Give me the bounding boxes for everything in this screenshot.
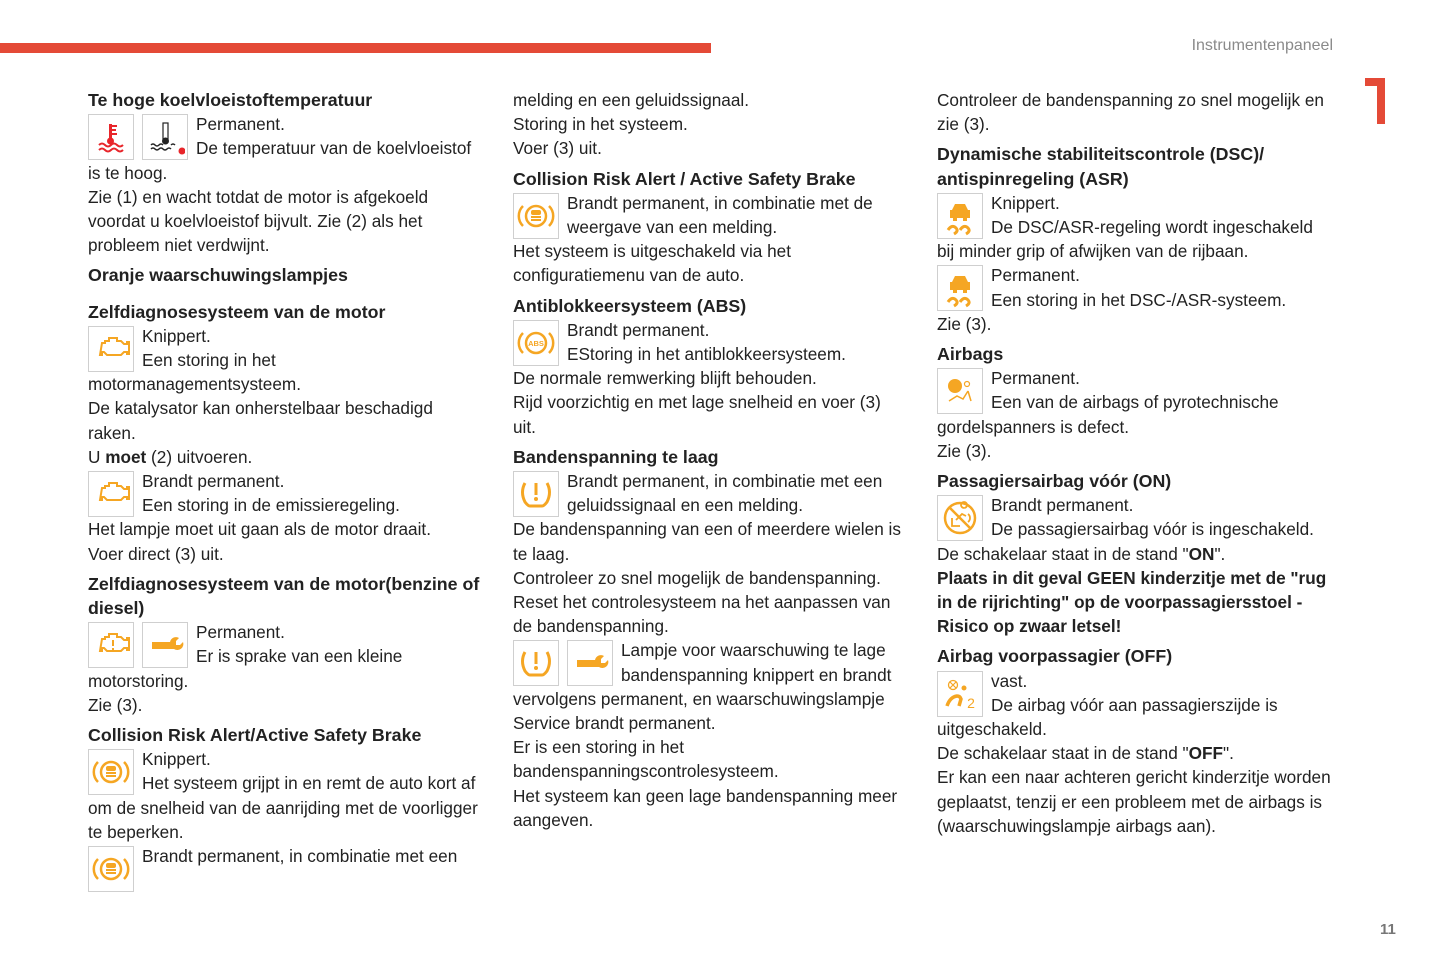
entry-engine-minor xyxy=(88,620,483,693)
emphasis: ON xyxy=(1188,543,1215,564)
text: De DSC/ASR-regeling wordt ingeschakeld bij minder grip of afwijken van de rijbaan. xyxy=(937,217,1313,262)
engine-check-icon xyxy=(88,326,134,372)
column-2 xyxy=(513,88,908,832)
text: De schakelaar staat in de stand " xyxy=(937,743,1189,764)
text: Brandt permanent, in combinatie met de weergave van een melding. xyxy=(567,192,873,238)
coolant-temperature-stop-icon xyxy=(142,114,188,160)
text: Controleer de bandenspanning zo snel mogelijk en zie (3). xyxy=(937,90,1324,135)
text: Knippert. xyxy=(991,192,1060,213)
text: vast. xyxy=(991,670,1028,691)
text: Zie (3). xyxy=(937,313,992,334)
text: melding en een geluidssignaal. xyxy=(513,90,750,110)
text: Zie (1) en wacht totdat de motor is afgekoeld voordat u koelvloeistof bijvult. Zie (2) als het probleem niet verdwijnt. xyxy=(88,186,429,256)
text: Brandt permanent. xyxy=(142,471,285,492)
text: Er is een storing in het bandenspanningscontrolesysteem. xyxy=(513,737,779,782)
header-accent-bar xyxy=(0,43,711,53)
emphasis: OFF xyxy=(1188,743,1224,764)
text: Het systeem kan geen lage bandenspanning meer aangeven. xyxy=(513,785,898,830)
text: Een storing in het DSC-/ASR-systeem. xyxy=(991,289,1287,310)
collision-brake-icon xyxy=(88,749,134,795)
text: ". xyxy=(1223,743,1234,764)
text: Brandt permanent, in combinatie met een xyxy=(142,846,458,867)
abs-icon xyxy=(513,320,559,366)
section-title: Instrumentenpaneel xyxy=(1191,37,1333,54)
text: Zie (3). xyxy=(937,440,992,461)
entry-engine-permanent xyxy=(88,469,483,517)
heading-engine-diagnosis-fuel: Zelfdiagnosesysteem van de motor(benzine of diesel) xyxy=(88,573,480,619)
entry-abs xyxy=(513,318,908,366)
wrench-icon xyxy=(142,622,188,668)
text: Brandt permanent. xyxy=(567,319,710,340)
heading-passenger-airbag-off: Airbag voorpassagier (OFF) xyxy=(937,646,1173,667)
text xyxy=(88,445,483,469)
engine-fault-icon xyxy=(88,622,134,668)
heading-collision-risk: Collision Risk Alert/Active Safety Brake xyxy=(88,725,422,746)
text: Brandt permanent, in combinatie met een geluidssignaal en een melding. xyxy=(567,471,883,516)
text: Permanent. xyxy=(991,265,1080,286)
text: De temperatuur van de koelvloeistof is te hoog. xyxy=(88,138,472,183)
entry-tyre-low xyxy=(513,469,908,517)
text: Rijd voorzichtig en met lage snelheid en voer (3) uit. xyxy=(513,392,881,437)
entry-collision-flash xyxy=(88,747,483,844)
text: Brandt permanent. xyxy=(991,495,1134,516)
text: Het lampje moet uit gaan als de motor draait. xyxy=(88,519,431,540)
column-3 xyxy=(937,88,1332,838)
heading-airbags: Airbags xyxy=(937,344,1004,365)
entry-engine-flash xyxy=(88,324,483,397)
heading-coolant-temperature: Te hoge koelvloeistoftemperatuur xyxy=(88,90,373,110)
text: De passagiersairbag vóór is ingeschakeld. xyxy=(991,519,1314,540)
text xyxy=(937,741,1332,765)
column-1 xyxy=(88,88,483,892)
text: Controleer zo snel mogelijk de bandenspanning. xyxy=(513,567,881,588)
text: Er kan een naar achteren gericht kinderzitje worden geplaatst, tenzij er een probleem met de airbags is (waarschuwingslampje airbags aan). xyxy=(937,767,1331,836)
text: Het systeem grijpt in en remt de auto kort af om de snelheid van de aanrijding met de voorligger te beperken. xyxy=(88,773,478,842)
text: Er is sprake van een kleine motorstoring. xyxy=(88,646,403,691)
airbag-icon xyxy=(937,368,983,414)
entry-coolant xyxy=(88,112,483,185)
entry-dsc-flash xyxy=(937,191,1332,264)
text: De schakelaar staat in de stand " xyxy=(937,543,1189,564)
text: Knippert. xyxy=(142,749,211,770)
text: Een van de airbags of pyrotechnische gordelspanners is defect. xyxy=(937,392,1279,437)
heading-abs: Antiblokkeersysteem (ABS) xyxy=(513,295,747,316)
tyre-pressure-icon xyxy=(513,471,559,517)
heading-tyre-pressure: Bandenspanning te laag xyxy=(513,446,719,467)
heading-engine-diagnosis: Zelfdiagnosesysteem van de motor xyxy=(88,301,386,322)
collision-brake-icon xyxy=(88,846,134,892)
text: U xyxy=(88,446,106,467)
entry-airbags xyxy=(937,366,1332,439)
text: De bandenspanning van een of meerdere wielen is te laag. xyxy=(513,519,901,564)
text: De normale remwerking blijft behouden. xyxy=(513,368,817,389)
text: EStoring in het antiblokkeersysteem. xyxy=(567,344,846,365)
heading-collision-risk-2: Collision Risk Alert / Active Safety Brake xyxy=(513,168,856,189)
text: Een storing in het motormanagementsysteem. xyxy=(88,350,302,395)
text: (2) uitvoeren. xyxy=(146,446,253,467)
page-number: 11 xyxy=(1380,921,1396,938)
passenger-airbag-on-icon xyxy=(937,495,983,541)
heading-passenger-airbag-on: Passagiersairbag vóór (ON) xyxy=(937,471,1172,492)
stability-control-icon xyxy=(937,265,983,311)
entry-airbag-off xyxy=(937,669,1332,742)
text: Storing in het systeem. xyxy=(513,114,688,135)
text: Voer direct (3) uit. xyxy=(88,543,224,564)
passenger-airbag-off-icon xyxy=(937,671,983,717)
text: Permanent. xyxy=(991,368,1080,389)
wrench-icon xyxy=(567,640,613,686)
text: Het systeem is uitgeschakeld via het configuratiemenu van de auto. xyxy=(513,241,791,286)
text: ". xyxy=(1214,543,1226,564)
text: Voer (3) uit. xyxy=(513,138,602,159)
text: De airbag vóór aan passagierszijde is uitgeschakeld. xyxy=(937,694,1278,740)
text: Permanent. xyxy=(196,622,285,643)
stability-control-icon xyxy=(937,193,983,239)
airbag-off-digit: 2 xyxy=(967,694,975,711)
abs-label: ABS xyxy=(528,338,544,348)
child-seat-warning: Plaats in dit geval GEEN kinderzitje met de "rug in de rijrichting" op de voorpassagiersstoel - Risico op zwaar letsel! xyxy=(937,567,1327,637)
text: Een storing in de emissieregeling. xyxy=(142,495,400,516)
engine-check-icon xyxy=(88,471,134,517)
entry-collision-off xyxy=(513,191,908,239)
collision-brake-icon xyxy=(513,193,559,239)
text: Zie (3). xyxy=(88,694,143,715)
text: Permanent. xyxy=(196,114,285,135)
entry-collision-permanent xyxy=(88,844,483,892)
heading-dsc-asr: Dynamische stabiliteitscontrole (DSC)/ antispinregeling (ASR) xyxy=(937,144,1265,189)
tyre-pressure-icon xyxy=(513,640,559,686)
chapter-number xyxy=(1363,76,1391,124)
emphasis: moet xyxy=(105,446,147,467)
entry-dsc-permanent xyxy=(937,263,1332,311)
coolant-temperature-red-icon xyxy=(88,114,134,160)
text: Knippert. xyxy=(142,325,211,346)
text: Lampje voor waarschuwing te lage bandenspanning knippert en brandt vervolgens permanent, en waarschuwingslampje Service brandt permanent. xyxy=(513,640,892,734)
heading-orange-warnings: Oranje waarschuwingslampjes xyxy=(88,265,348,286)
entry-airbag-on xyxy=(937,493,1332,541)
text xyxy=(937,542,1332,566)
entry-tyre-fault xyxy=(513,638,908,735)
text: De katalysator kan onherstelbaar beschadigd raken. xyxy=(88,398,433,443)
text: Reset het controlesysteem na het aanpassen van de bandenspanning. xyxy=(513,592,891,637)
